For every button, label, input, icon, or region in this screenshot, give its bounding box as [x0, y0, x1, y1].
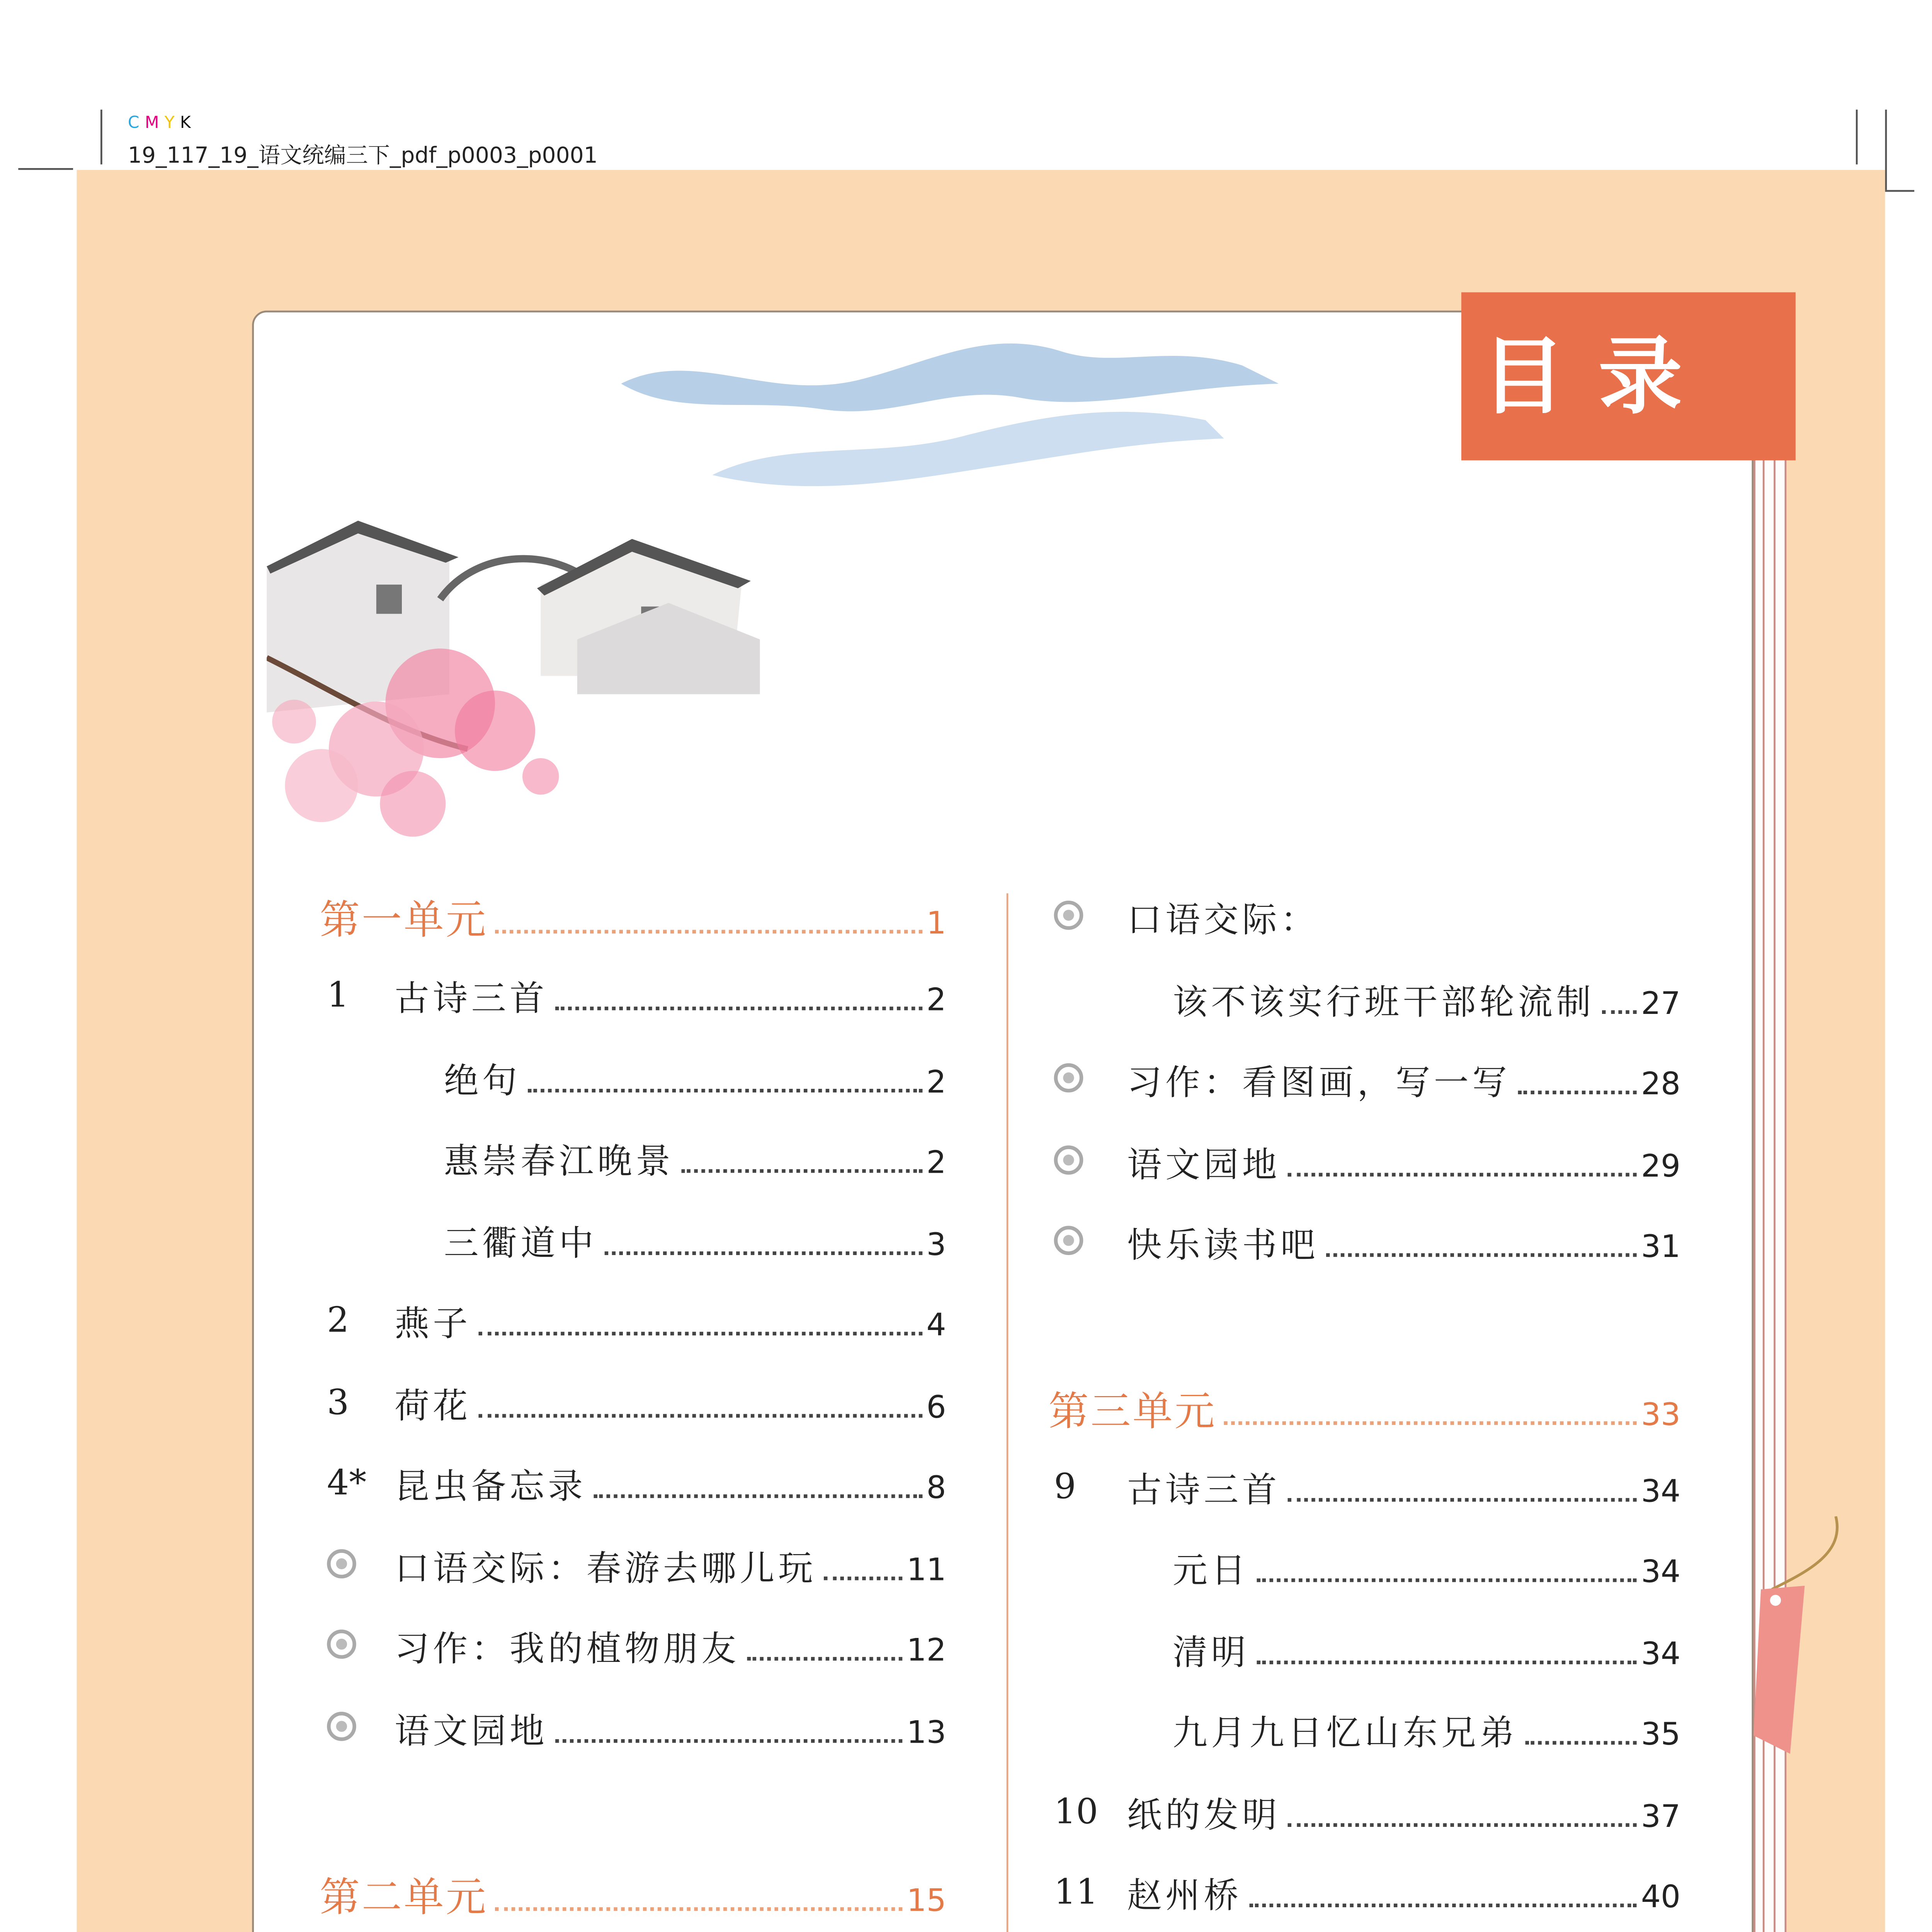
toc-title: 元日 [1172, 1551, 1250, 1592]
toc-title: 口语交际：春游去哪儿玩 [395, 1549, 817, 1590]
toc-title: 快乐读书吧 [1127, 1226, 1319, 1266]
toc-title: 荷花 [395, 1386, 471, 1427]
cmyk-k: K [180, 115, 197, 134]
dot-leader [1326, 1252, 1637, 1257]
toc-page-number: 3 [926, 1228, 946, 1264]
toc-title: 第一单元 [320, 899, 488, 945]
lesson-number: 3 [327, 1383, 349, 1423]
toc-title: 第三单元 [1048, 1390, 1217, 1436]
toc-page-number: 27 [1641, 986, 1681, 1023]
toc-title: 清明 [1172, 1633, 1250, 1673]
toc-entry [0, 1626, 1932, 1681]
toc-title: 纸的发明 [1127, 1796, 1281, 1836]
toc-entry [0, 1297, 1932, 1352]
toc-title: 第二单元 [320, 1876, 488, 1922]
circle-bullet-icon [1054, 901, 1083, 930]
lesson-number: 9 [1054, 1467, 1076, 1507]
dot-leader [1518, 1089, 1637, 1094]
toc-entry [0, 1138, 1932, 1193]
dot-leader [1288, 1496, 1638, 1502]
toc-unit-heading [0, 1381, 1932, 1436]
lesson-number: 2 [327, 1301, 349, 1341]
cmyk-y: Y [164, 115, 180, 134]
toc-page-number: 6 [926, 1390, 946, 1427]
toc-page-number: 31 [1641, 1229, 1681, 1266]
toc-title: 燕子 [395, 1304, 471, 1345]
crop-mark [1885, 110, 1887, 190]
crop-mark [18, 168, 73, 170]
toc-page-number: 2 [926, 983, 946, 1020]
toc-entry [0, 976, 1932, 1031]
dot-leader [1250, 1902, 1638, 1907]
cmyk-c: C [128, 115, 145, 134]
toc-page-number: 33 [1641, 1397, 1681, 1434]
toc-page-number: 11 [906, 1553, 946, 1590]
toc-title: 绝句 [444, 1061, 521, 1102]
circle-bullet-icon [1054, 1145, 1083, 1175]
lesson-number: 10 [1054, 1792, 1098, 1833]
toc-page-number: 34 [1641, 1474, 1681, 1511]
crop-mark [100, 110, 102, 165]
lesson-number: 1 [327, 975, 349, 1016]
toc-entry [0, 1219, 1932, 1274]
toc-page-number: 4 [926, 1308, 946, 1345]
toc-entry [0, 1789, 1932, 1844]
toc-entry [0, 1544, 1932, 1599]
toc-page-number: 2 [926, 1065, 946, 1102]
toc-page-number: 12 [906, 1633, 946, 1670]
toc-title: 习作：看图画，写一写 [1127, 1063, 1511, 1104]
toc-heading-tab [1461, 292, 1796, 460]
toc-entry [0, 1056, 1932, 1111]
toc-title: 习作：我的植物朋友 [395, 1629, 740, 1670]
toc-title: 古诗三首 [1127, 1470, 1281, 1511]
peach-blossom-painting [267, 621, 614, 877]
toc-entry [0, 893, 1932, 948]
toc-page-number: 8 [926, 1470, 946, 1507]
circle-bullet-icon [1054, 1226, 1083, 1255]
toc-page-number: 34 [1641, 1554, 1681, 1592]
toc-title: 三衢道中 [444, 1224, 597, 1264]
toc-page-number: 40 [1641, 1880, 1681, 1917]
toc-title: 语文园地 [395, 1712, 548, 1752]
dot-leader [1257, 1659, 1637, 1664]
toc-page-number: 1 [926, 906, 946, 943]
toc-title: 语文园地 [1127, 1145, 1281, 1186]
lesson-number: 11 [1054, 1872, 1098, 1913]
toc-entry [0, 1869, 1932, 1924]
toc-title: 赵州桥 [1127, 1876, 1242, 1917]
dot-leader [1288, 1821, 1638, 1827]
dot-leader [1525, 1739, 1637, 1745]
toc-title: 古诗三首 [395, 979, 548, 1020]
toc-entry [0, 1706, 1932, 1761]
toc-page-number: 35 [1641, 1717, 1681, 1754]
toc-page-number: 29 [1641, 1149, 1681, 1186]
toc-title: 惠崇春江晚景 [444, 1141, 674, 1182]
dot-leader [1602, 1009, 1637, 1014]
crop-mark [1885, 190, 1915, 192]
toc-page-number: 34 [1641, 1637, 1681, 1673]
lesson-number: 4* [327, 1463, 367, 1504]
toc-title: 该不该实行班干部轮流制 [1172, 983, 1595, 1023]
dot-leader [479, 1330, 923, 1335]
toc-title: 九月九日忆山东兄弟 [1172, 1713, 1518, 1754]
cmyk-m: M [145, 115, 165, 134]
crop-mark [1856, 110, 1858, 165]
dot-leader [1224, 1420, 1637, 1425]
dot-leader [1288, 1171, 1638, 1177]
toc-page-number: 15 [906, 1883, 946, 1920]
cmyk-marks [128, 115, 196, 133]
toc-page-number: 2 [926, 1145, 946, 1182]
file-name-label: 19_117_19_语文统编三下_pdf_p0003_p0001 [128, 142, 598, 168]
toc-page-number: 28 [1641, 1067, 1681, 1104]
toc-heading: 目录 [1481, 327, 1715, 426]
toc-entry [0, 1463, 1932, 1518]
mountain-clouds-painting [621, 329, 1315, 512]
dot-leader [1257, 1577, 1637, 1582]
toc-page-number: 13 [906, 1715, 946, 1752]
toc-title: 口语交际： [1127, 900, 1319, 941]
circle-bullet-icon [1054, 1063, 1083, 1093]
toc-page-number: 37 [1641, 1799, 1681, 1836]
toc-title: 昆虫备忘录 [395, 1467, 587, 1507]
